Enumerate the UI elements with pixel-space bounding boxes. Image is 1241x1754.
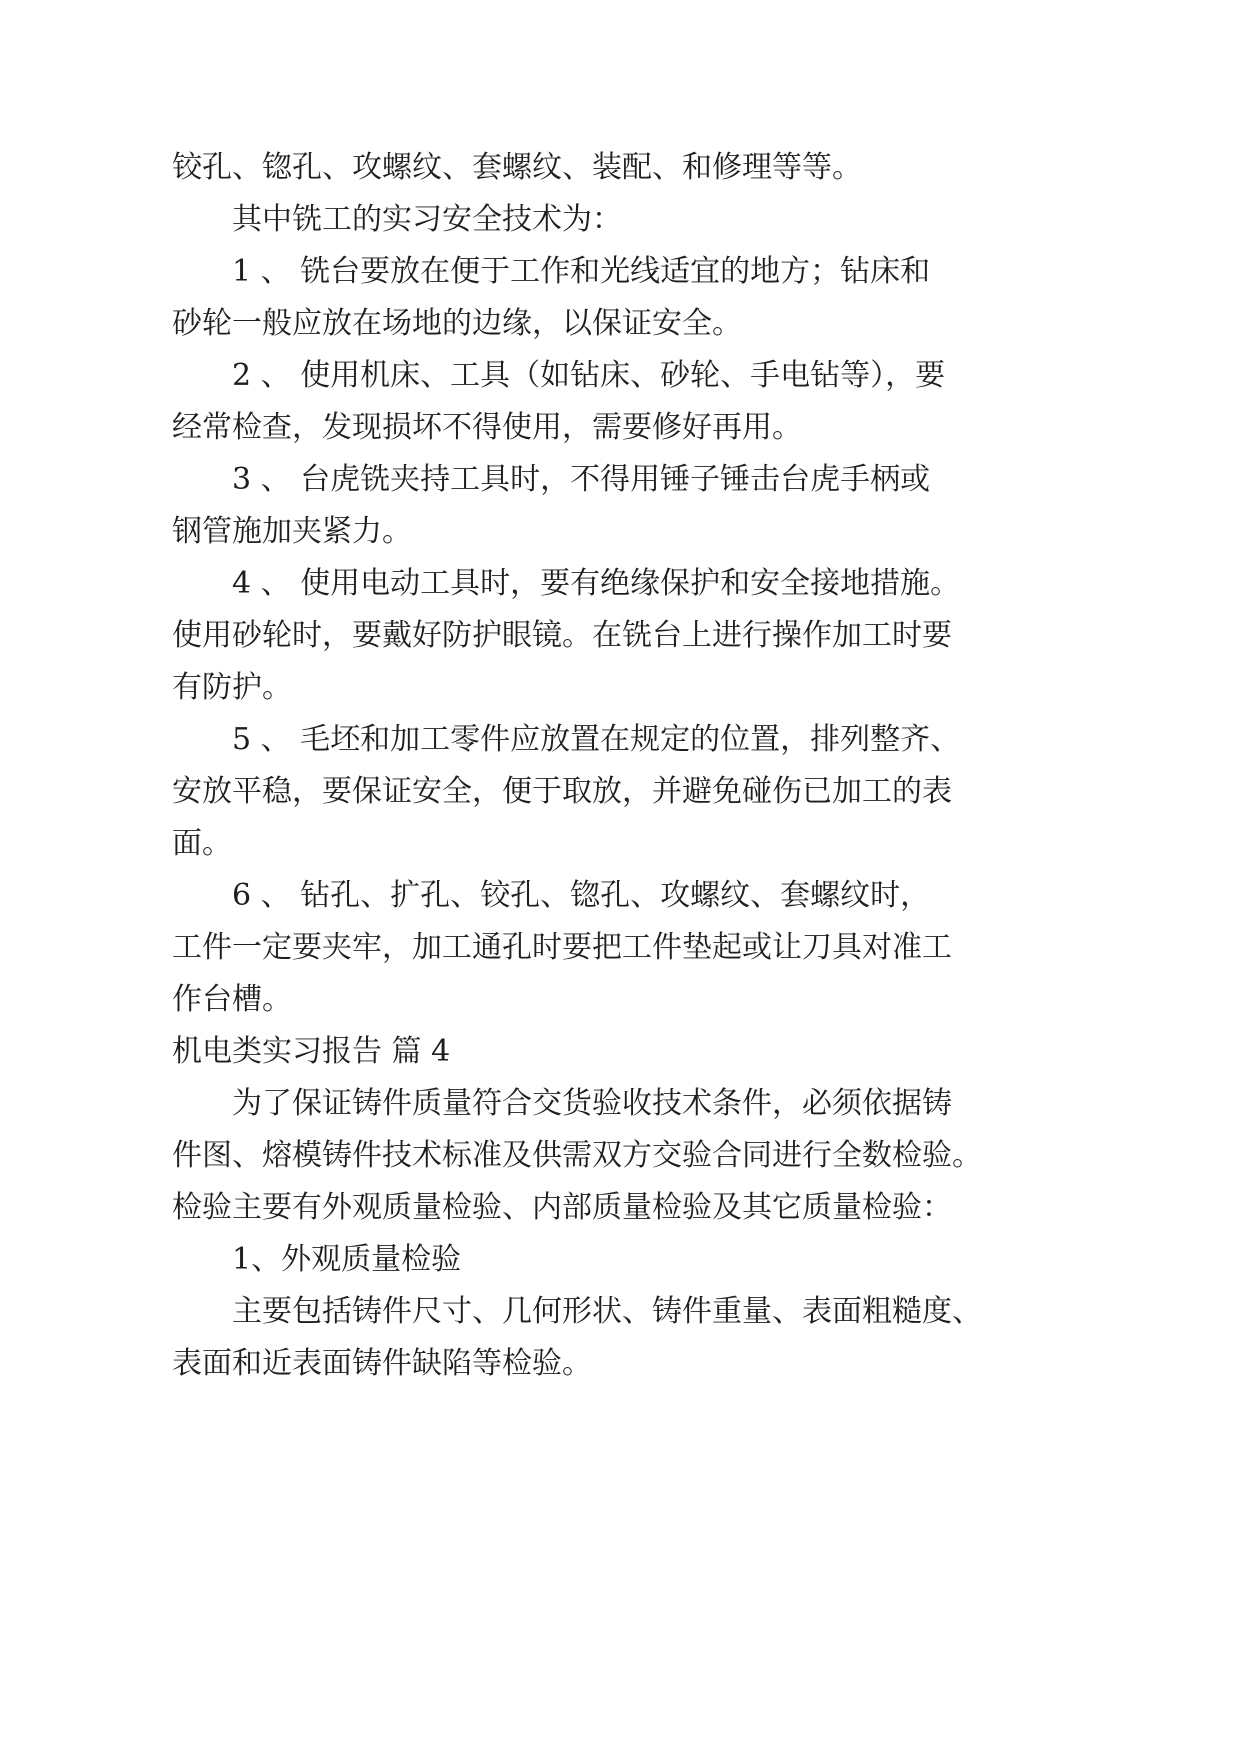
text-line: 表面和近表面铸件缺陷等检验。 <box>172 1346 592 1381</box>
text-line: 2 、 使用机床、工具（如钻床、砂轮、手电钻等），要 <box>232 358 946 393</box>
text-line: 4 、 使用电动工具时，要有绝缘保护和安全接地措施。 <box>232 566 961 601</box>
text-line: 1 、 铣台要放在便于工作和光线适宜的地方；钻床和 <box>232 254 931 289</box>
text-line: 砂轮一般应放在场地的边缘，以保证安全。 <box>172 306 742 341</box>
text-line: 6 、 钻孔、扩孔、铰孔、锪孔、攻螺纹、套螺纹时， <box>232 878 931 913</box>
text-line: 件图、熔模铸件技术标准及供需双方交验合同进行全数检验。 <box>172 1138 982 1173</box>
text-line: 工件一定要夹牢，加工通孔时要把工件垫起或让刀具对准工 <box>172 930 952 965</box>
text-line: 作台槽。 <box>172 982 292 1017</box>
text-line: 其中铣工的实习安全技术为： <box>232 202 622 237</box>
text-line: 铰孔、锪孔、攻螺纹、套螺纹、装配、和修理等等。 <box>172 150 862 185</box>
text-line: 面。 <box>172 826 232 861</box>
text-line: 经常检查，发现损坏不得使用，需要修好再用。 <box>172 410 802 445</box>
text-line: 5 、 毛坯和加工零件应放置在规定的位置，排列整齐、 <box>232 722 961 757</box>
section-heading: 机电类实习报告 篇 4 <box>172 1034 451 1069</box>
text-line: 主要包括铸件尺寸、几何形状、铸件重量、表面粗糙度、 <box>232 1294 982 1329</box>
text-line: 1、外观质量检验 <box>232 1242 462 1277</box>
text-line: 3 、 台虎铣夹持工具时，不得用锤子锤击台虎手柄或 <box>232 462 931 497</box>
text-line: 为了保证铸件质量符合交货验收技术条件，必须依据铸 <box>232 1086 952 1121</box>
text-line: 有防护。 <box>172 670 292 705</box>
text-line: 安放平稳，要保证安全，便于取放，并避免碰伤已加工的表 <box>172 774 952 809</box>
text-line: 使用砂轮时，要戴好防护眼镜。在铣台上进行操作加工时要 <box>172 618 952 653</box>
text-line: 钢管施加夹紧力。 <box>172 514 412 549</box>
text-line: 检验主要有外观质量检验、内部质量检验及其它质量检验： <box>172 1190 952 1225</box>
